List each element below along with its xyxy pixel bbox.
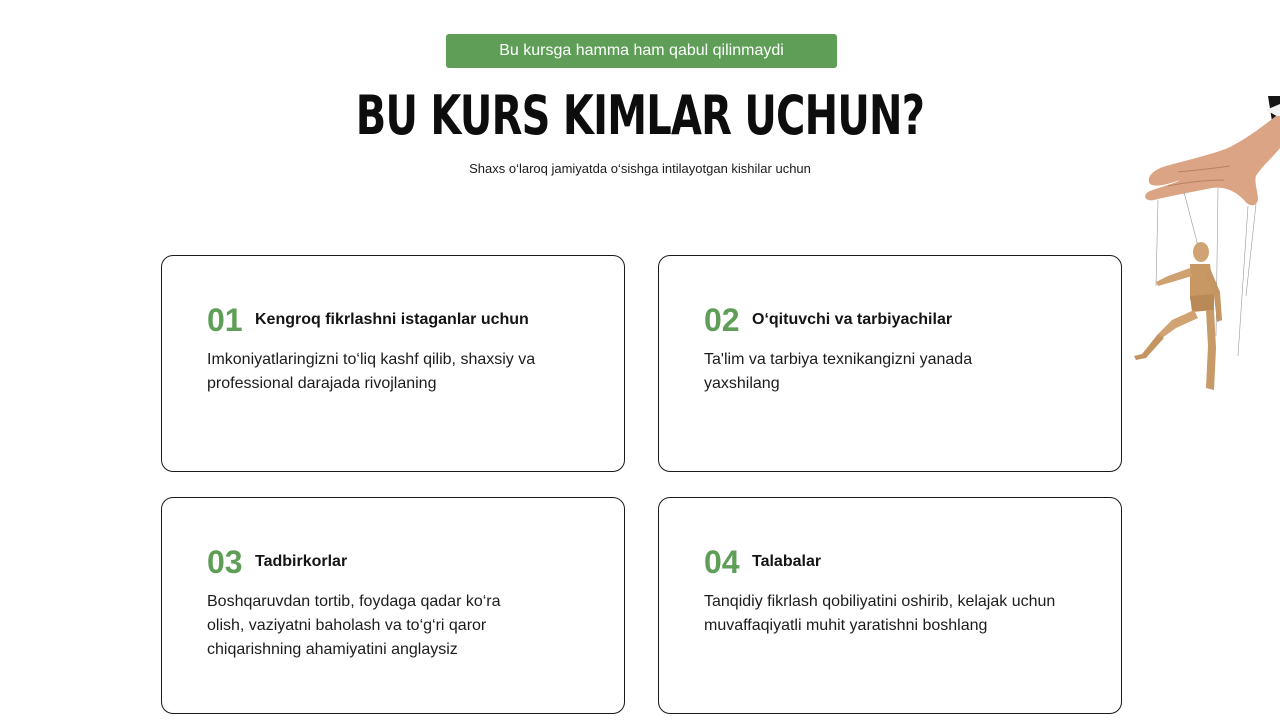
card-number: 02 xyxy=(704,302,740,338)
card-description: Ta'lim va tarbiya texnikangizni yanada yaxshilang xyxy=(704,351,973,392)
card-number: 03 xyxy=(207,544,243,580)
card-title: Talabalar xyxy=(752,553,822,570)
card-number: 01 xyxy=(207,302,243,338)
card-header xyxy=(704,300,952,340)
card-title: O‘qituvchi va tarbiyachilar xyxy=(752,311,953,328)
page-title: BU KURS KIMLAR UCHUN? xyxy=(355,84,925,147)
audience-card-3 xyxy=(161,497,625,714)
card-title: Tadbirkorlar xyxy=(255,553,348,570)
hand-puppet-image xyxy=(1128,96,1280,396)
card-header xyxy=(207,542,347,582)
card-title: Kengroq fikrlashni istaganlar uchun xyxy=(255,311,529,328)
card-description: Boshqaruvdan tortib, foydaga qadar ko‘ra olish, vaziyatni baholash va to‘g‘ri qaror chiqarishning ahamiyatini anglaysiz xyxy=(207,593,501,658)
card-number: 04 xyxy=(704,544,740,580)
audience-card-2 xyxy=(658,255,1122,472)
card-header xyxy=(207,300,529,340)
audience-card-4 xyxy=(658,497,1122,714)
info-badge: Bu kursga hamma ham qabul qilinmaydi xyxy=(446,34,837,68)
page-subtitle: Shaxs o‘laroq jamiyatda o‘sishga intilayotgan kishilar uchun xyxy=(469,161,811,176)
audience-card-1 xyxy=(161,255,625,472)
card-description: Imkoniyatlaringizni to‘liq kashf qilib, shaxsiy va professional darajada rivojlaning xyxy=(207,351,536,392)
card-description: Tanqidiy fikrlash qobiliyatini oshirib, kelajak uchun muvaffaqiyatli muhit yaratishni boshlang xyxy=(704,593,1056,634)
card-header xyxy=(704,542,821,582)
